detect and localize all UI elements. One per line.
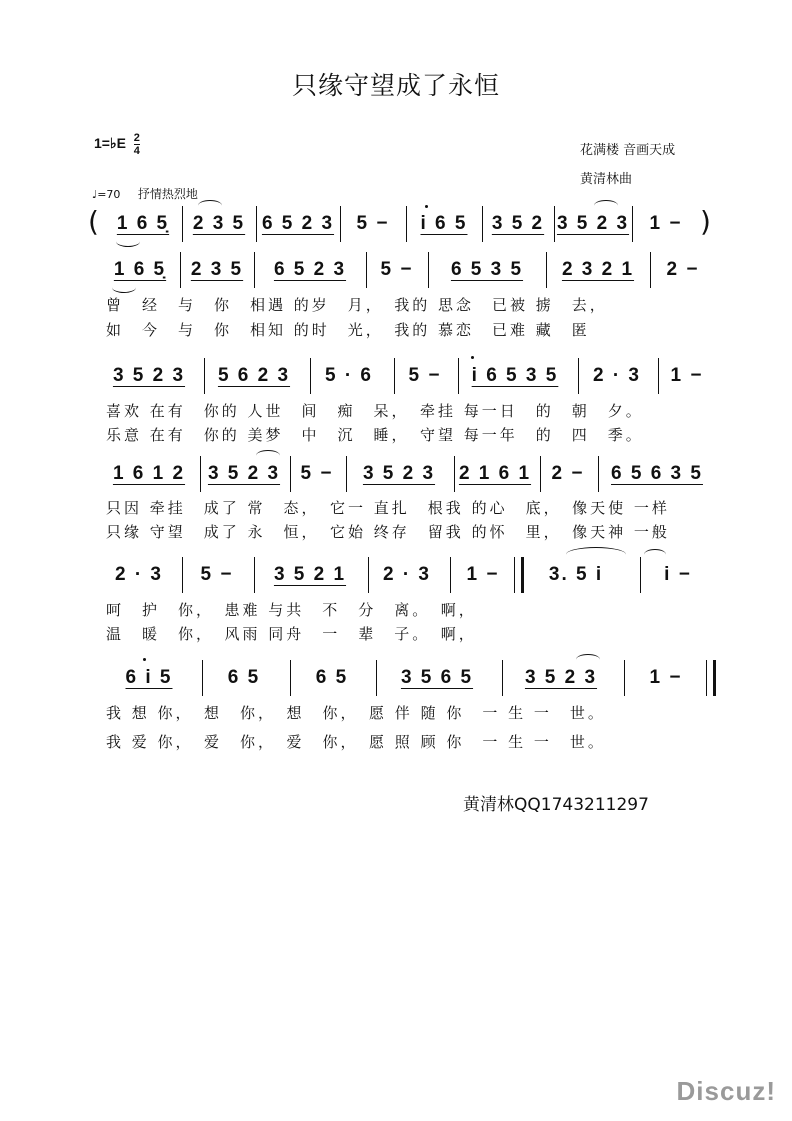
barline	[640, 557, 641, 593]
high-octave-dot	[143, 658, 146, 661]
arranger-credit: 黄清林QQ1743211297	[463, 795, 649, 815]
key-signature	[94, 132, 140, 157]
barline	[502, 660, 503, 696]
score-row-1	[88, 202, 716, 246]
barline	[428, 252, 429, 288]
slur	[112, 282, 136, 293]
measure: 6 5 6 3 5	[611, 463, 703, 484]
barline	[254, 252, 255, 288]
barline	[650, 252, 651, 288]
measure: 2 · 3	[592, 365, 642, 386]
measure: 3 5 2 3	[207, 463, 281, 484]
barline	[310, 358, 311, 394]
slur	[116, 236, 140, 247]
page-title: 只缘守望成了永恒	[291, 71, 500, 100]
measure: 5 −	[408, 365, 442, 386]
measure: 6 5	[227, 667, 261, 688]
measure: 3 5 2 3	[112, 365, 186, 386]
slur	[594, 200, 618, 211]
measure: 3 5 2 3	[524, 667, 598, 688]
lyric-line: 我 爱 你， 爱 你， 爱 你， 愿 照 顾 你 一 生 一 世。	[106, 733, 606, 751]
high-octave-dot	[471, 356, 474, 359]
lyric-line: 呵 护 你， 患难 与共 不 分 离。 啊，	[106, 601, 477, 619]
barline	[554, 206, 555, 242]
lyric-line: 曾 经 与 你 相遇 的岁 月， 我的 思念 已被 掳 去，	[106, 296, 608, 314]
measure: 2 −	[551, 463, 585, 484]
time-signature	[134, 132, 140, 157]
barline	[290, 456, 291, 492]
measure: 2 1 6 1	[458, 463, 532, 484]
time-denominator: 4	[133, 145, 140, 157]
measure: 2 · 3	[382, 564, 432, 585]
measure: 3 5 2	[491, 213, 545, 234]
slur	[256, 450, 280, 461]
measure: 6 5	[315, 667, 349, 688]
slur	[644, 549, 666, 560]
open-paren: (	[88, 205, 99, 238]
measure: 1 −	[649, 667, 683, 688]
measure: 1 6 1 2	[112, 463, 186, 484]
measure: 1 6 5̣	[116, 213, 170, 234]
repeat-start-barline	[514, 557, 524, 593]
score-row-4	[96, 452, 716, 496]
lyric-line: 温 暖 你， 风雨 同舟 一 辈 子。 啊，	[106, 625, 477, 643]
barline	[368, 557, 369, 593]
close-paren: )	[700, 205, 711, 238]
barline	[290, 660, 291, 696]
measure: 5 −	[356, 213, 390, 234]
barline	[450, 557, 451, 593]
repeat-end-barline	[706, 660, 716, 696]
score-row-3	[96, 354, 716, 398]
measure: 6 i 5	[125, 667, 173, 688]
key-label: 1=♭E	[94, 135, 126, 152]
barline	[182, 557, 183, 593]
measure: 6 5 2 3	[273, 259, 347, 280]
barline	[546, 252, 547, 288]
measure: 1 −	[466, 564, 500, 585]
slur	[576, 654, 600, 665]
measure: i −	[664, 564, 692, 585]
barline	[366, 252, 367, 288]
lyric-line: 如 今 与 你 相知 的时 光， 我的 慕恋 已难 藏 匿	[106, 321, 590, 339]
measure: 1 −	[670, 365, 704, 386]
measure: 1 −	[649, 213, 683, 234]
score-row-5	[96, 553, 716, 597]
expression-mark: 抒情热烈地	[137, 187, 198, 201]
measure: 3 5 2 3	[362, 463, 436, 484]
lyricist-credit: 花满楼 音画天成	[580, 143, 676, 158]
barline	[482, 206, 483, 242]
slur	[566, 547, 626, 562]
measure: 5 −	[200, 564, 234, 585]
time-numerator: 2	[133, 132, 140, 144]
barline	[340, 206, 341, 242]
barline	[200, 456, 201, 492]
measure: 5 −	[380, 259, 414, 280]
score-row-2	[96, 248, 716, 292]
barline	[346, 456, 347, 492]
barline	[632, 206, 633, 242]
measure: 5 · 6	[324, 365, 374, 386]
score-row-6	[96, 656, 716, 700]
barline	[406, 206, 407, 242]
measure: 2 · 3	[114, 564, 164, 585]
measure: i 6 5	[420, 213, 468, 234]
measure: 3 5 2 1	[273, 564, 347, 585]
barline	[204, 358, 205, 394]
lyric-line: 我 想 你， 想 你， 想 你， 愿 伴 随 你 一 生 一 世。	[106, 704, 606, 722]
measure: 5 6 2 3	[217, 365, 291, 386]
measure: 3. 5 i	[548, 564, 604, 585]
measure: 6 5 2 3	[261, 213, 335, 234]
barline	[624, 660, 625, 696]
barline	[182, 206, 183, 242]
watermark-logo: Discuz!	[676, 1076, 776, 1106]
barline	[578, 358, 579, 394]
high-octave-dot	[425, 205, 428, 208]
measure: 3 5 2 3	[556, 213, 630, 234]
barline	[598, 456, 599, 492]
barline	[658, 358, 659, 394]
measure: 5 −	[300, 463, 334, 484]
barline	[454, 456, 455, 492]
tempo-mark: ♩=70	[92, 188, 121, 201]
lyric-line: 只缘 守望 成了 永 恒， 它始 终存 留我 的怀 里， 像天神 一般	[106, 523, 670, 541]
slur	[198, 200, 222, 211]
composer-credit: 黄清林曲	[580, 172, 633, 187]
barline	[376, 660, 377, 696]
barline	[256, 206, 257, 242]
measure: 6 5 3 5	[450, 259, 524, 280]
measure: 1 6 5̣	[113, 259, 167, 280]
barline	[202, 660, 203, 696]
barline	[540, 456, 541, 492]
measure: 2 3 2 1	[561, 259, 635, 280]
measure: 2 3 5	[192, 213, 246, 234]
lyric-line: 只因 牵挂 成了 常 态， 它一 直扎 根我 的心 底， 像天使 一样	[106, 499, 670, 517]
barline	[394, 358, 395, 394]
measure: 3 5 6 5	[400, 667, 474, 688]
measure: 2 3 5	[190, 259, 244, 280]
lyric-line: 喜欢 在有 你的 人世 间 痴 呆， 牵挂 每一日 的 朝 夕。	[106, 402, 644, 420]
lyric-line: 乐意 在有 你的 美梦 中 沉 睡， 守望 每一年 的 四 季。	[106, 426, 644, 444]
measure: 2 −	[666, 259, 700, 280]
barline	[180, 252, 181, 288]
tempo-line	[92, 185, 198, 202]
barline	[254, 557, 255, 593]
measure: i 6 5 3 5	[471, 365, 559, 386]
barline	[458, 358, 459, 394]
